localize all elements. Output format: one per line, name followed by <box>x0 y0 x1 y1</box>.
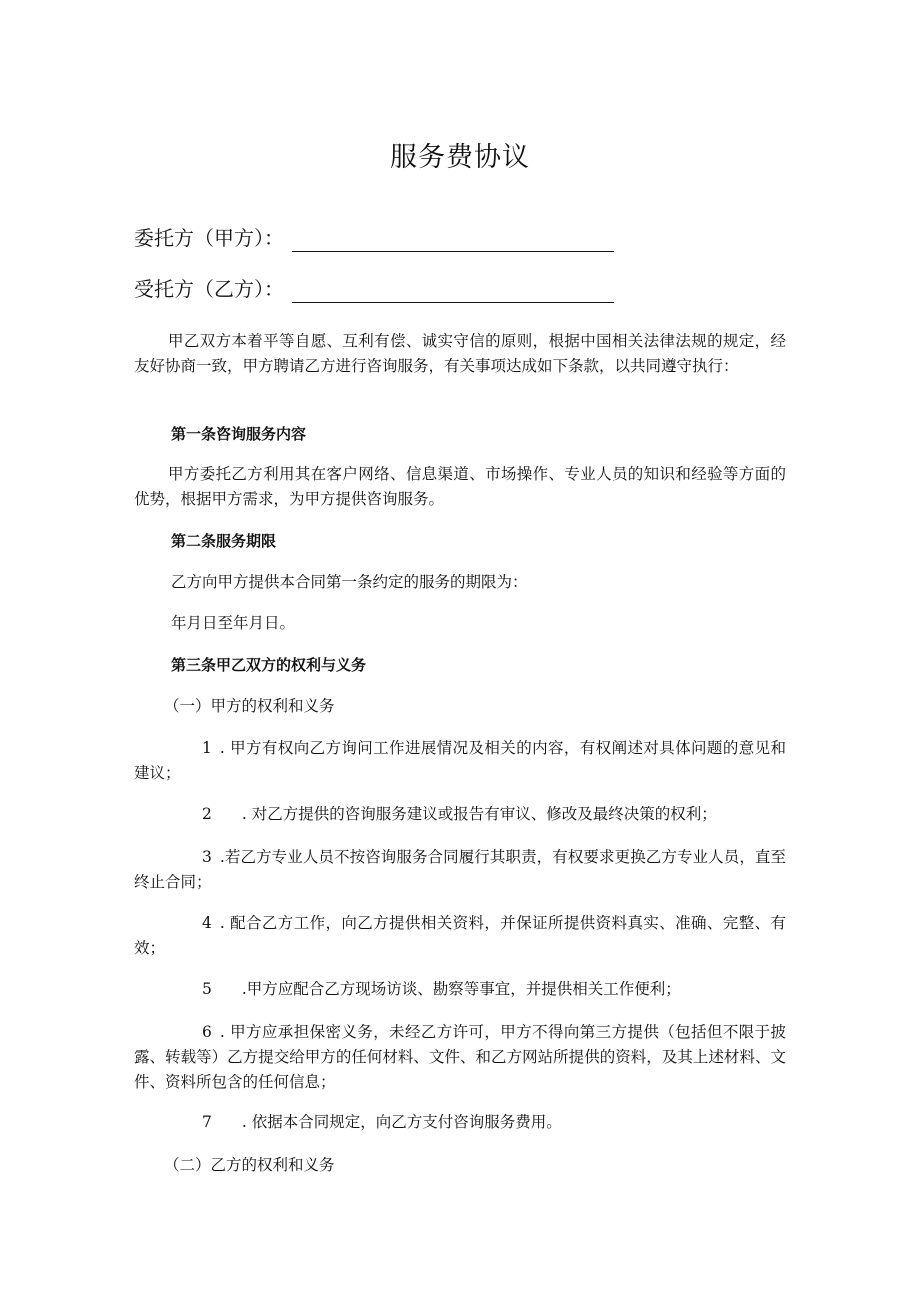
item-text: . 对乙方提供的咨询服务建议或报告有审议、修改及最终决策的权利； <box>241 805 717 823</box>
party-a-line <box>134 224 614 252</box>
item-text: .若乙方专业人员不按咨询服务合同履行其职责，有权要求更换乙方专业人员，直至终止合同； <box>134 848 786 891</box>
item-text: . 依据本合同规定，向乙方支付咨询服务费用。 <box>241 1113 562 1131</box>
item-text: .甲方应配合乙方现场访谈、勘察等事宜，并提供相关工作便利； <box>241 980 681 998</box>
party-b-label: 受托方（乙方）： <box>134 277 284 301</box>
item-number: 1 <box>202 739 212 757</box>
party-b-line <box>134 275 614 303</box>
list-item <box>134 802 786 827</box>
item-number: 5 <box>202 980 212 998</box>
article1-body: 甲方委托乙方利用其在客户网络、信息渠道、市场操作、专业人员的知识和经验等方面的优势，根据甲方需求，为甲方提供咨询服务。 <box>134 465 786 508</box>
list-item <box>134 977 786 1002</box>
party-b-blank[interactable] <box>292 282 614 303</box>
item-number: 4 <box>202 914 212 932</box>
list-item <box>134 1110 786 1135</box>
item-number: 6 <box>202 1023 212 1041</box>
article1-heading: 第一条咨询服务内容 <box>171 425 307 443</box>
item-number: 3 <box>202 848 212 866</box>
document-title: 服务费协议 <box>390 142 530 173</box>
list-item <box>134 845 786 895</box>
list-item <box>134 1020 786 1095</box>
item-text: . 甲方应承担保密义务，未经乙方许可，甲方不得向第三方提供（包括但不限于披露、转载等）乙方提交给甲方的任何材料、文件、和乙方网站所提供的资料，及其上述材料、文件、资料所包含的任何信息； <box>134 1023 786 1091</box>
item-number: 2 <box>202 805 212 823</box>
list-item <box>134 911 786 961</box>
article2-dates: 年月日至年月日。 <box>171 614 296 632</box>
section-b-label: （二）乙方的权利和义务 <box>164 1156 335 1174</box>
item-number: 7 <box>202 1113 212 1131</box>
intro-paragraph: 甲乙双方本着平等自愿、互利有偿、诚实守信的原则，根据中国相关法律法规的规定，经友好协商一致，甲方聘请乙方进行咨询服务，有关事项达成如下条款，以共同遵守执行： <box>134 332 786 375</box>
section-a-label: （一）甲方的权利和义务 <box>164 697 335 715</box>
list-item <box>134 736 786 786</box>
item-text: . 配合乙方工作，向乙方提供相关资料，并保证所提供资料真实、准确、完整、有效； <box>134 914 786 957</box>
party-a-blank[interactable] <box>292 231 614 252</box>
article2-body: 乙方向甲方提供本合同第一条约定的服务的期限为： <box>171 573 528 591</box>
article2-heading: 第二条服务期限 <box>171 532 277 550</box>
article3-heading: 第三条甲乙双方的权利与义务 <box>171 656 367 674</box>
party-a-label: 委托方（甲方）： <box>134 226 284 250</box>
item-text: . 甲方有权向乙方询问工作进展情况及相关的内容，有权阐述对具体问题的意见和建议； <box>134 739 786 782</box>
